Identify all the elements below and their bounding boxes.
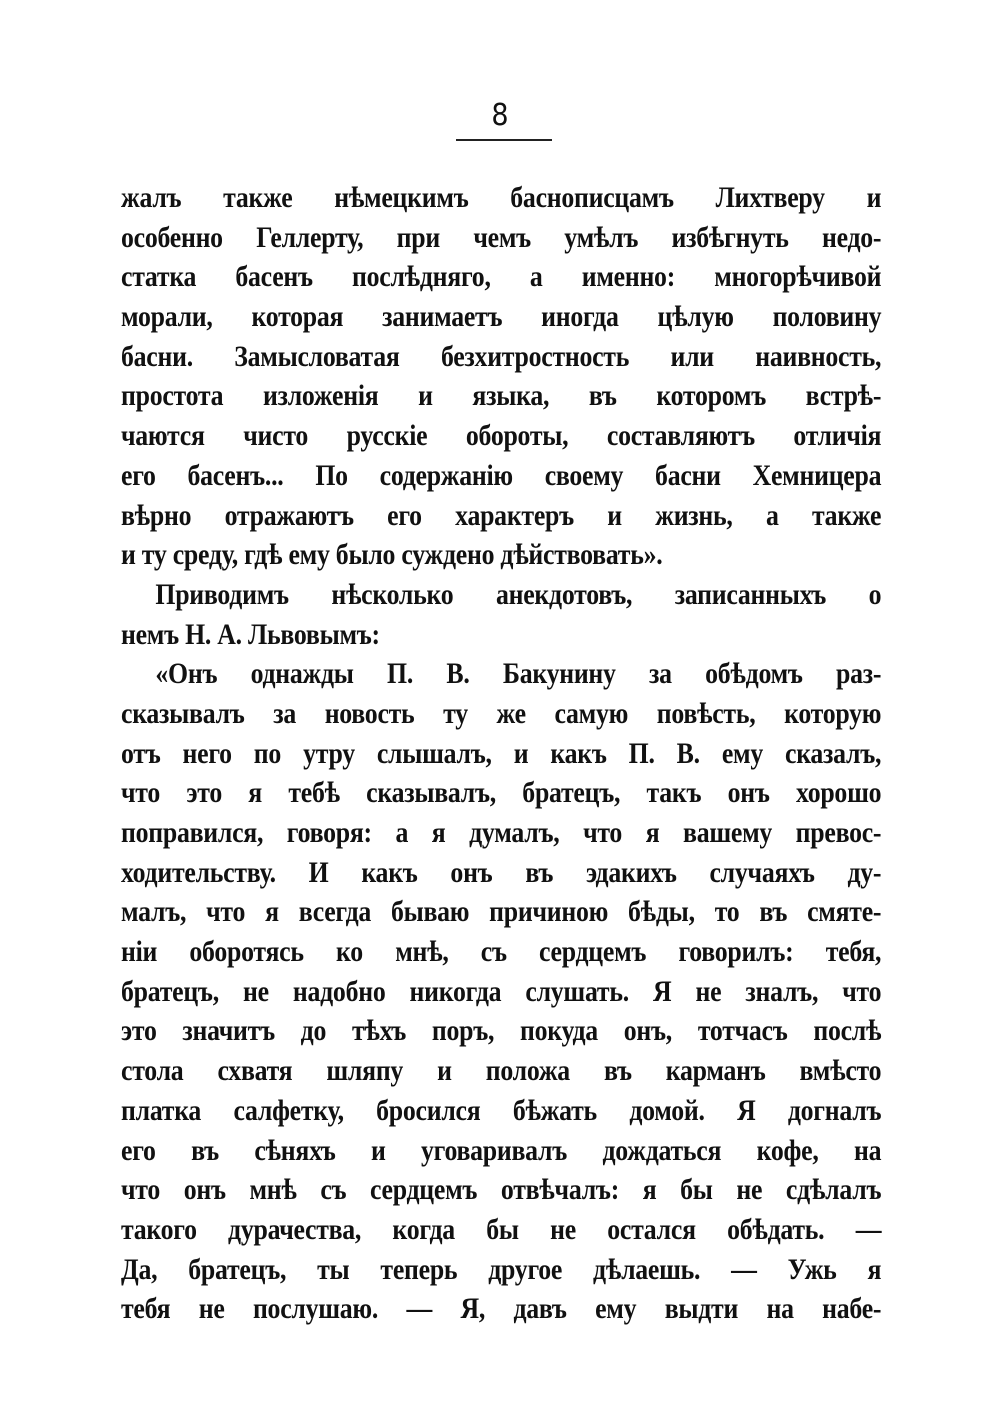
body-text — [121, 178, 881, 1329]
text-line: отъ него по утру слышалъ, и какъ П. В. ему сказалъ, — [121, 736, 882, 770]
page-number: 8 — [491, 98, 509, 133]
text-line: сказывалъ за новость ту же самую повѣсть, которую — [121, 696, 882, 730]
text-line: братецъ, не надобно никогда слушать. Я не зналъ, что — [121, 974, 882, 1008]
text-line: это значитъ до тѣхъ поръ, покуда онъ, тотчасъ послѣ — [121, 1014, 882, 1048]
text-line: статка басенъ послѣдняго, а именно: многорѣчивой — [121, 260, 882, 294]
text-line: Приводимъ нѣсколько анекдотовъ, записанныхъ о — [155, 577, 882, 611]
text-line: и ту среду, гдѣ ему было суждено дѣйствовать». — [121, 538, 663, 572]
text-line: ніи оборотясь ко мнѣ, съ сердцемъ говорилъ: тебя, — [121, 935, 882, 969]
text-line: немъ Н. А. Львовымъ: — [121, 617, 380, 651]
text-line: морали, которая занимаетъ иногда цѣлую половину — [121, 300, 882, 334]
text-line: его басенъ... По содержанію своему басни Хемницера — [121, 458, 882, 492]
text-line: чаются чисто русскіе обороты, составляютъ отличія — [121, 419, 882, 453]
text-line: стола схватя шляпу и положа въ карманъ вмѣсто — [121, 1054, 882, 1088]
text-line: такого дурачества, когда бы не остался обѣдать. — — [121, 1212, 882, 1246]
text-line: жалъ также нѣмецкимъ баснописцамъ Лихтверу и — [121, 181, 882, 214]
text-line: что это я тебѣ сказывалъ, братецъ, такъ онъ хорошо — [121, 776, 882, 810]
text-line: его въ сѣняхъ и уговаривалъ дождаться кофе, на — [121, 1133, 882, 1167]
text-line: поправился, говоря: а я думалъ, что я вашему превос- — [121, 816, 882, 849]
text-line: вѣрно отражаютъ его характеръ и жизнь, а также — [121, 498, 882, 532]
text-line: платка салфетку, бросился бѣжать домой. Я догналъ — [121, 1093, 882, 1127]
text-line: «Онъ однажды П. В. Бакунину за обѣдомъ раз- — [155, 657, 882, 691]
text-line: Да, братецъ, ты теперь другое дѣлаешь. — Ужь я — [121, 1252, 882, 1286]
text-line: что онъ мнѣ съ сердцемъ отвѣчалъ: я бы не сдѣлалъ — [121, 1173, 882, 1207]
text-line: ходительству. И какъ онъ въ эдакихъ случаяхъ ду- — [121, 855, 882, 889]
text-line: особенно Геллерту, при чемъ умѣлъ избѣгнуть недо- — [121, 220, 882, 254]
page-number-rule — [456, 139, 552, 141]
text-line: простота изложенія и языка, въ которомъ встрѣ- — [121, 379, 882, 413]
text-line: тебя не послушаю. — Я, давъ ему выдти на набе- — [121, 1292, 882, 1326]
text-line: басни. Замысловатая безхитростность или наивность, — [121, 339, 882, 373]
text-line: малъ, что я всегда бываю причиною бѣды, то въ смяте- — [121, 895, 882, 929]
